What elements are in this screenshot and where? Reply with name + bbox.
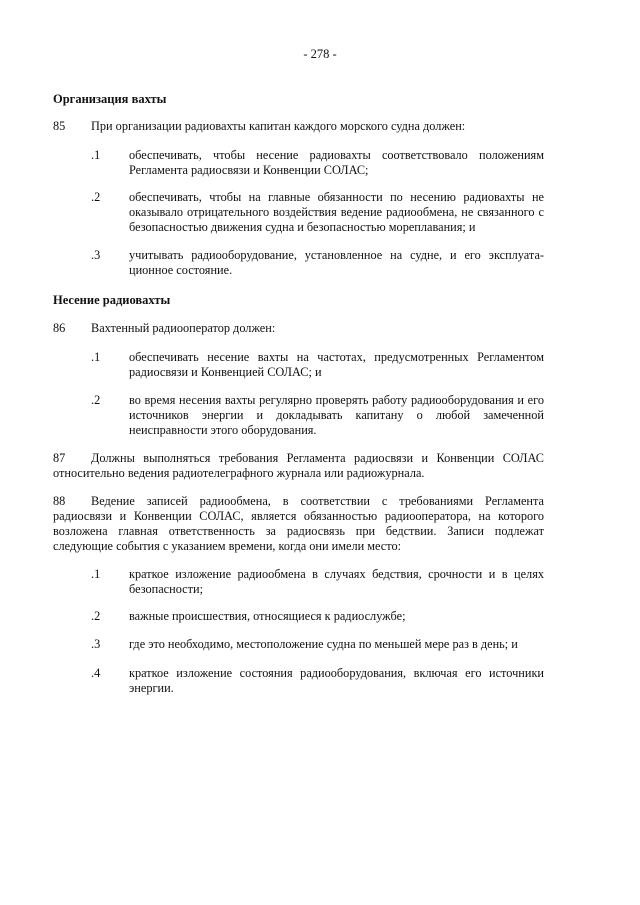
paragraph-text: Вахтенный радиооператор должен: xyxy=(91,321,276,335)
paragraph-text: При организации радиовахты капитан каждого морского судна должен: xyxy=(91,119,466,133)
paragraph-88 xyxy=(53,494,544,554)
list-item-number: .2 xyxy=(91,609,101,623)
list-item-text: обеспечивать, чтобы несение радиовахты соответствовало положениям Регламента радиосвязи и Конвенции СОЛАС; xyxy=(129,148,544,177)
paragraph-number: 87 xyxy=(53,451,66,465)
paragraph-number: 86 xyxy=(53,321,66,335)
list-item-text: важные происшествия, относящиеся к радиослужбе; xyxy=(129,609,406,623)
list-item-number: .3 xyxy=(91,248,101,262)
list-item-number: .3 xyxy=(91,637,101,651)
paragraph-number: 88 xyxy=(53,494,66,508)
list-item-text: обеспечивать, чтобы на главные обязанности по несению радиовахты не оказывало отрицательного воздействия ведение радиообмена, не связанного с безопасностью движения судна и безопасностью мореплавания; и xyxy=(129,190,544,234)
section-heading-watch-organization: Организация вахты xyxy=(53,92,167,106)
list-item-text: краткое изложение радиообмена в случаях бедствия, срочности и в целях безопасности; xyxy=(129,567,544,596)
list-item-number: .1 xyxy=(91,567,101,581)
paragraph-text: Ведение записей радиообмена, в соответствии с требованиями Регламента радиосвязи и Конвенции СОЛАС, является обязанностью радиооператора, на которого возложена главная ответственность за радиосвязь при бедствии. Записи подлежат следующие события с указанием времени, когда они имели место: xyxy=(53,494,544,553)
page-number: - 278 - xyxy=(303,47,337,61)
list-item-number: .1 xyxy=(91,148,101,162)
list-item-number: .2 xyxy=(91,393,101,407)
list-item-text: учитывать радиооборудование, установленное на судне, и его эксплуата-ционное состояние. xyxy=(129,248,544,277)
list-item-number: .1 xyxy=(91,350,101,364)
paragraph-text: Должны выполняться требования Регламента радиосвязи и Конвенции СОЛАС относительно ведения радиотелеграфного журнала или радиожурнала. xyxy=(53,451,544,480)
list-item-number: .4 xyxy=(91,666,101,680)
list-item-text: краткое изложение состояния радиооборудования, включая его источники энергии. xyxy=(129,666,544,695)
list-item-text: где это необходимо, местоположение судна по меньшей мере раз в день; и xyxy=(129,637,518,651)
list-item-text: во время несения вахты регулярно проверять работу радиооборудования и его источников энергии и докладывать капитану о любой замеченной неисправности этого оборудования. xyxy=(129,393,544,437)
section-heading-watch-keeping: Несение радиовахты xyxy=(53,293,171,307)
list-item-number: .2 xyxy=(91,190,101,204)
paragraph-87 xyxy=(53,451,544,481)
list-item-text: обеспечивать несение вахты на частотах, предусмотренных Регламентом радиосвязи и Конвенцией СОЛАС; и xyxy=(129,350,544,379)
paragraph-number: 85 xyxy=(53,119,66,133)
